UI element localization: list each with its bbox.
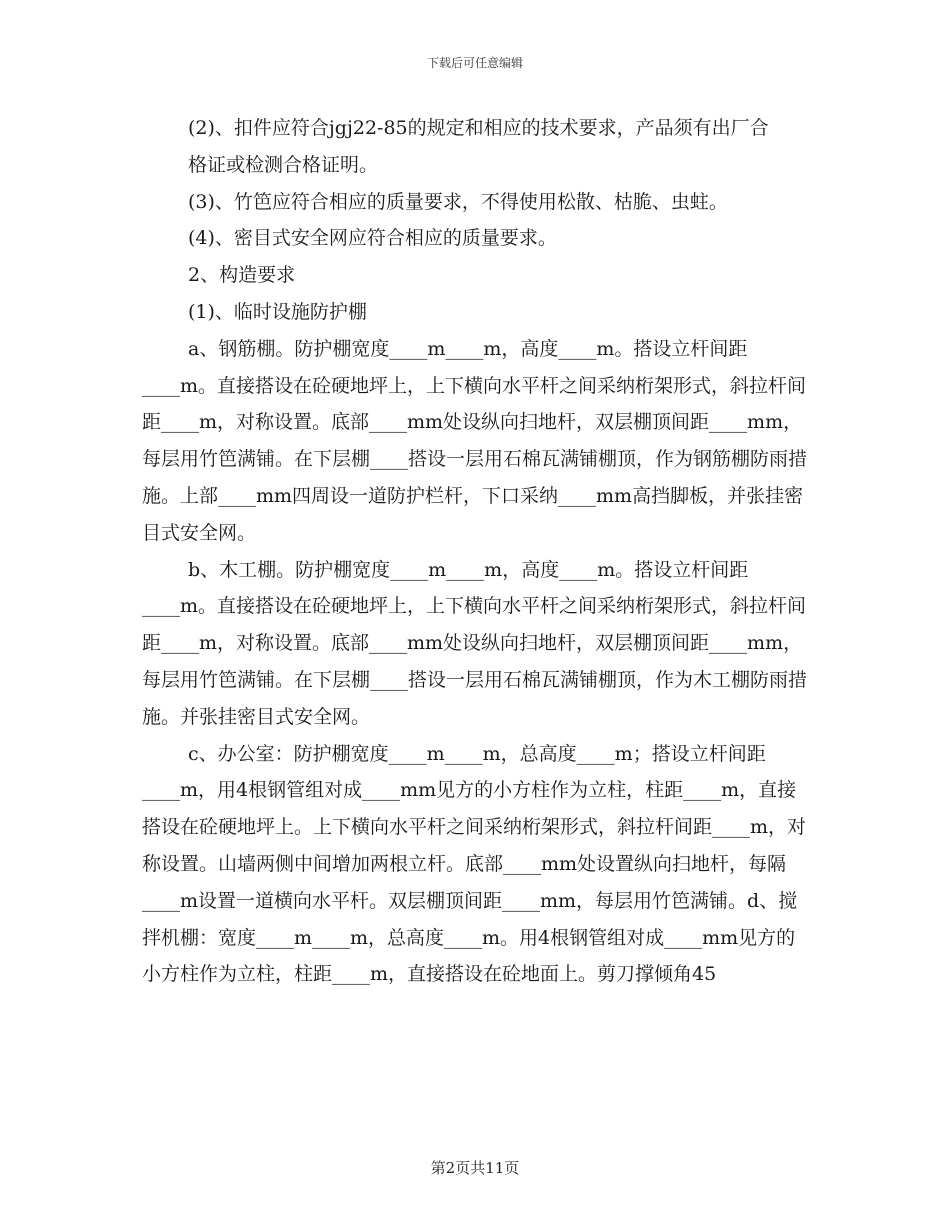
subsection-heading-temporary-shed: (1)、临时设施防护棚 xyxy=(188,300,367,323)
document-body xyxy=(142,110,812,993)
paragraph-fastener-requirement: (2)、扣件应符合jgj22-85的规定和相应的技术要求，产品须有出厂合 xyxy=(188,117,769,139)
paragraph-carpentry-shed: b、木工棚。防护棚宽度____m____m，高度____m。搭设立杆间距____m。直接搭设在砼硬地坪上，上下横向水平杆之间采纳桁架形式，斜拉杆间距____m，对称设置。底部____mm处设纵向扫地杆，双层棚顶间距____mm，每层用竹笆满铺。在下层棚____搭设一层用石棉瓦满铺棚顶，作为木工棚防雨措施。并张挂密目式安全网。 xyxy=(142,558,808,728)
paragraph-safety-net: (4)、密目式安全网应符合相应的质量要求。 xyxy=(188,227,557,250)
paragraph-rebar-shed: a、钢筋棚。防护棚宽度____m____m，高度____m。搭设立杆间距____m。直接搭设在砼硬地坪上，上下横向水平杆之间采纳桁架形式，斜拉杆间距____m，对称设置。底部____mm处设纵向扫地杆，双层棚顶间距____mm，每层用竹笆满铺。在下层棚____搭设一层用石棉瓦满铺棚顶，作为钢筋棚防雨措施。上部____mm四周设一道防护栏杆，下口采纳____mm高挡脚板，并张挂密目式安全网。 xyxy=(142,337,808,544)
page-header: 下载后可任意编辑 xyxy=(426,56,523,70)
page-footer: 第2页共11页 xyxy=(430,1159,520,1177)
paragraph-office-and-mixer-shed: c、办公室：防护棚宽度____m____m，总高度____m；搭设立杆间距____m，用4根钢管组对成____mm见方的小方柱作为立柱，柱距____m，直接搭设在砼硬地坪上。上下横向水平杆之间采纳桁架形式，斜拉杆间距____m，对称设置。山墙两侧中间增加两根立杆。底部____mm处设置纵向扫地杆，每隔____m设置一道横向水平杆。双层棚顶间距____mm，每层用竹笆满铺。d、搅拌机棚：宽度____m____m，总高度____m。用4根钢管组对成____mm见方的小方柱作为立柱，柱距____m，直接搭设在砼地面上。剪刀撑倾角45 xyxy=(142,742,807,986)
section-heading-construction: 2、构造要求 xyxy=(188,264,296,287)
paragraph-bamboo-mat: (3)、竹笆应符合相应的质量要求，不得使用松散、枯脆、虫蛀。 xyxy=(188,190,728,213)
paragraph-certificate: 格证或检测合格证明。 xyxy=(188,153,379,176)
